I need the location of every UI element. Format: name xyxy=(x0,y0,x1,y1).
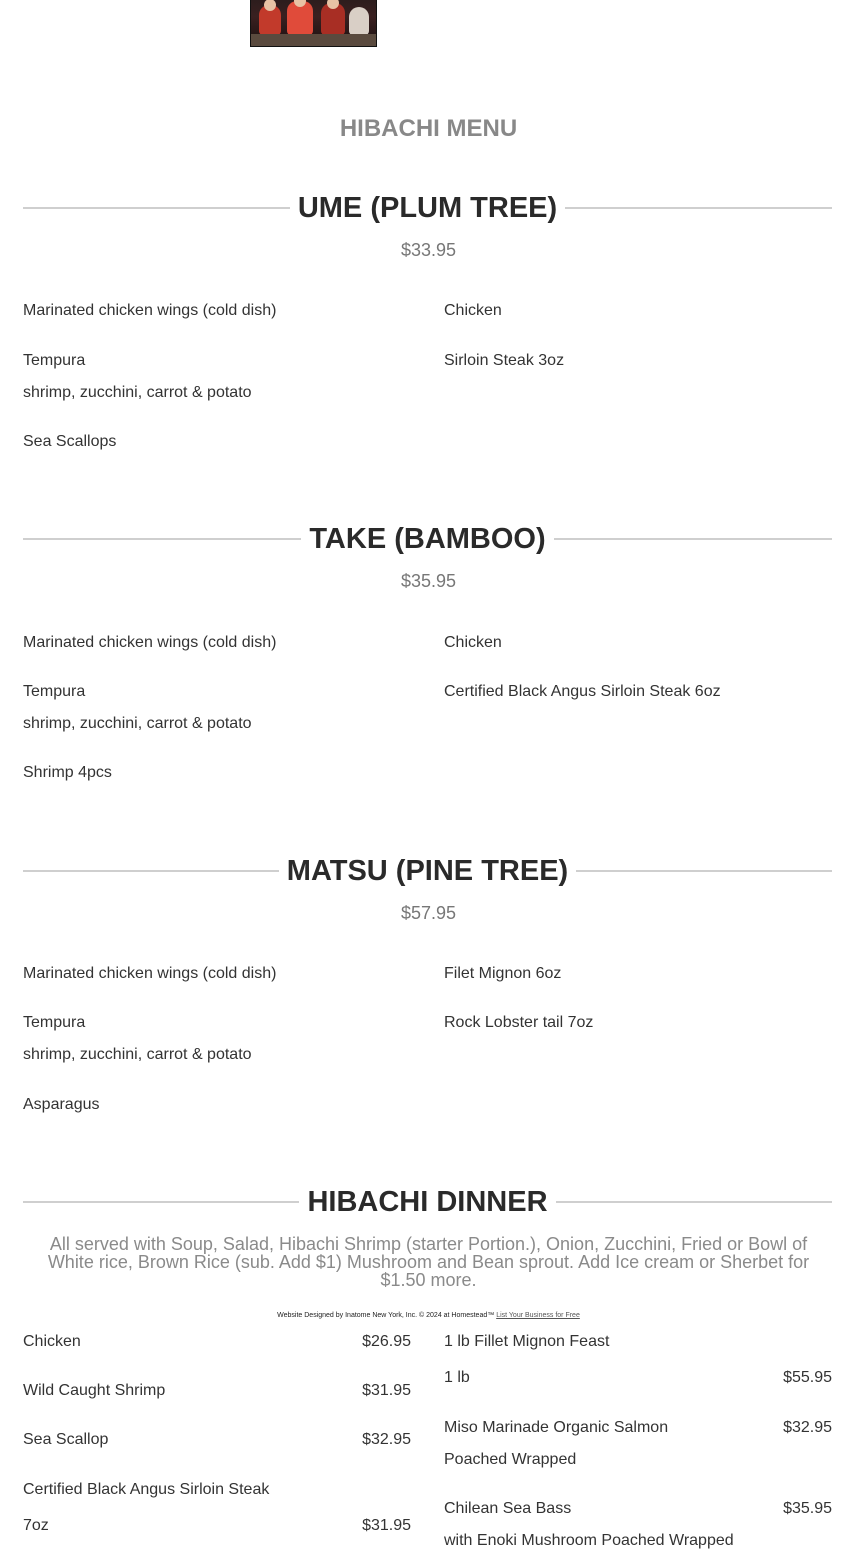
menu-item: Shrimp 4pcs xyxy=(23,764,112,781)
menu-item: Sea Scallops xyxy=(23,433,117,450)
menu-item: Chicken xyxy=(444,302,502,319)
site-footer xyxy=(0,1312,857,1319)
set-title: TAKE (BAMBOO) xyxy=(309,522,546,555)
divider xyxy=(565,207,832,209)
set-price: $35.95 xyxy=(400,571,457,591)
dish-name: 1 lb Fillet Mignon Feast xyxy=(444,1333,610,1350)
dish-price: $31.95 xyxy=(362,1382,411,1399)
dish-name: Wild Caught Shrimp xyxy=(23,1382,166,1399)
divider xyxy=(576,870,832,872)
set-price: $33.95 xyxy=(400,240,457,260)
set-price: $57.95 xyxy=(400,903,457,923)
dinner-title: HIBACHI DINNER xyxy=(307,1185,548,1218)
footer-text: Website Designed by Inatome New York, Inc. © 2024 at Homestead™ xyxy=(277,1312,495,1319)
divider xyxy=(554,538,832,540)
dish-detail: Poached Wrapped xyxy=(444,1451,577,1468)
dinner-note: All served with Soup, Salad, Hibachi Shrimp (starter Portion.), Onion, Zucchini, Fried or Bowl of White rice, Brown Rice (sub. Add $1) Mushroom and Bean sprout. Add Ice cream or Sherbet for $1.50 more. xyxy=(47,1234,810,1290)
dish-name: Sea Scallop xyxy=(23,1431,109,1448)
divider xyxy=(23,1201,299,1203)
section-heading xyxy=(23,519,832,559)
dish-price: $55.95 xyxy=(783,1369,832,1386)
divider xyxy=(556,1201,832,1203)
divider xyxy=(23,870,279,872)
menu-item: Certified Black Angus Sirloin Steak 6oz xyxy=(444,683,721,700)
menu-item-detail: shrimp, zucchini, carrot & potato xyxy=(23,715,252,732)
dish-detail: with Enoki Mushroom Poached Wrapped xyxy=(444,1532,734,1549)
menu-title: HIBACHI MENU xyxy=(339,115,518,142)
menu-item: Tempura xyxy=(23,1014,86,1031)
dish-price: $26.95 xyxy=(362,1333,411,1350)
section-heading xyxy=(23,851,832,891)
dish-price: $31.95 xyxy=(362,1517,411,1534)
set-title: MATSU (PINE TREE) xyxy=(286,854,569,887)
menu-item: Asparagus xyxy=(23,1096,100,1113)
list-business-link[interactable]: List Your Business for Free xyxy=(496,1312,580,1319)
dish-name: Certified Black Angus Sirloin Steak xyxy=(23,1481,270,1498)
menu-item: Filet Mignon 6oz xyxy=(444,965,562,982)
dish-detail: 7oz xyxy=(23,1517,49,1534)
menu-item: Marinated chicken wings (cold dish) xyxy=(23,634,277,651)
dish-price: $32.95 xyxy=(362,1431,411,1448)
menu-item: Tempura xyxy=(23,683,86,700)
divider xyxy=(23,538,301,540)
dish-name: Miso Marinade Organic Salmon xyxy=(444,1419,669,1436)
section-heading xyxy=(23,1182,832,1222)
dish-detail: 1 lb xyxy=(444,1369,470,1386)
dish-price: $32.95 xyxy=(783,1419,832,1436)
section-heading xyxy=(23,188,832,228)
set-title: UME (PLUM TREE) xyxy=(297,191,558,224)
menu-item: Marinated chicken wings (cold dish) xyxy=(23,965,277,982)
restaurant-photo xyxy=(250,0,377,47)
menu-item: Tempura xyxy=(23,352,86,369)
menu-item-detail: shrimp, zucchini, carrot & potato xyxy=(23,384,252,401)
divider xyxy=(23,207,290,209)
dish-name: Chicken xyxy=(23,1333,81,1350)
menu-item: Rock Lobster tail 7oz xyxy=(444,1014,594,1031)
dish-price: $35.95 xyxy=(783,1500,832,1517)
dish-name: Chilean Sea Bass xyxy=(444,1500,572,1517)
menu-item: Marinated chicken wings (cold dish) xyxy=(23,302,277,319)
menu-item-detail: shrimp, zucchini, carrot & potato xyxy=(23,1046,252,1063)
menu-item: Sirloin Steak 3oz xyxy=(444,352,565,369)
menu-item: Chicken xyxy=(444,634,502,651)
